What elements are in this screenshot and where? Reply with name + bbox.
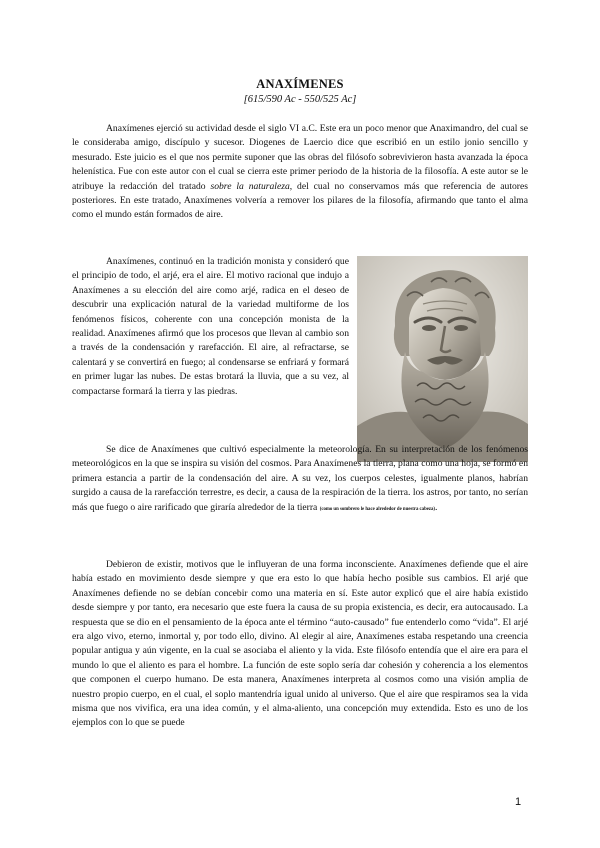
page-number: 1 bbox=[515, 796, 522, 808]
anaximenes-bust-image bbox=[357, 256, 528, 462]
paragraph-1 bbox=[72, 122, 528, 223]
paragraph-3 bbox=[72, 443, 528, 517]
paragraph-2: Anaxímenes, continuó en la tradición monista y consideró que el principio de todo, el arjé, era el aire. El motivo racional que indujo a Anaxímenes a su elección del aire como arjé, radica en el deseo de descubrir una explicación natural de la variedad multiforme de los fenómenos físicos, coherente con una concepción monista de la realidad. Anaxímenes afirmó que los procesos que llevan al cambio son a través de la condensación y rarefacción. El aire, al refractarse, se calentará y se convertirá en fuego; al condensarse se enfriará y formará en primer lugar las nubes. De estas brotará la lluvia, que a su vez, al compactarse formará la tierra y las piedras. bbox=[72, 256, 349, 397]
page-subtitle-dates: [615/590 Ac - 550/525 Ac] bbox=[243, 94, 357, 105]
paragraph-4: Debieron de existir, motivos que le influyeran de una forma inconsciente. Anaxímenes defiende que el aire había estado en movimiento desde siempre y que era esto lo que había hecho posible sus cambios. El arjé que Anaxímenes defiende no se debían concebir como una materia en sí. Este autor explicó que el aire había existido desde siempre y por tanto, era necesario que este fuera la causa de su propia existencia, es decir, era autocausado. La respuesta que se dio en el pensamiento de la época ante el término “auto-causado” fue entenderlo como “vida”. El arjé era algo vivo, eterno, inmortal y, por todo ello, divino. Al elegir al aire, Anaxímenes estaba respetando una creencia popular antigua y aún vigente, en la cual se asociaba el aliento y la vida. Este filósofo entendía que el aire era para el mundo lo que el aliento es para el hombre. La función de este soplo sería dar cohesión y coherencia a los elementos que componen el cuerpo humano. De esta manera, Anaxímenes interpreta al cosmos como una visión amplia de nuestro propio cuerpo, en el cual, el soplo mantendría igual unido al universo. Que el aire que respiramos sea la vida misma que nos vivifica, era una idea común, y el alma-aliento, una concepción muy extendida. Esto es uno de los ejemplos con lo que se puede bbox=[72, 559, 528, 729]
paragraph-3-text: Se dice de Anaxímenes que cultivó especialmente la meteorología. En su interpretación de los fenómenos meteorológicos en la que se inspira su visión del cosmos. Para Anaxímenes la tierra, plana como una hoja, se formó en primera estancia a partir de la condensación del aire. A su vez, los cuerpos celestes, igualmente planos, habrían surgido a causa de la rarefacción terrestre, es decir, a causa de la respiración de la tierra. los astros, por tanto, no serían más que fuego o aire rarificado que giraría alrededor de la tierra bbox=[72, 444, 528, 513]
paragraph-3-end: . bbox=[435, 501, 438, 513]
bust-illustration bbox=[357, 256, 528, 462]
paragraph-1-italic-title: sobre la naturaleza bbox=[210, 180, 290, 192]
paragraph-1-text-b: , del cual no conservamos más que referencia de autores posteriores. En este tratado, Anaxímenes volvería a remover los pilares de la filosofía, afirmando que tanto el alma como el mundo están formados de aire. bbox=[72, 180, 528, 221]
paragraph-3-small-note: (como un sombrero le hace alrededor de nuestra cabeza) bbox=[319, 506, 436, 512]
paragraph-1-text-a: Anaxímenes ejerció su actividad desde el siglo VI a.C. Este era un poco menor que Anaximandro, del cual se le consideraba amigo, discípulo y sucesor. Diogenes de Laercio dice que escribió en un estilo jonio sencillo y mesurado. Este juicio es el que nos permite suponer que las obras del filósofo sobrevivieron hasta avanzada la época helenística. Fue con este autor con el cual se cierra este primer periodo de la historia de la filosofía. A este autor se le atribuye la redacción del tratado bbox=[72, 123, 528, 192]
page-title: ANAXÍMENES bbox=[256, 77, 344, 91]
